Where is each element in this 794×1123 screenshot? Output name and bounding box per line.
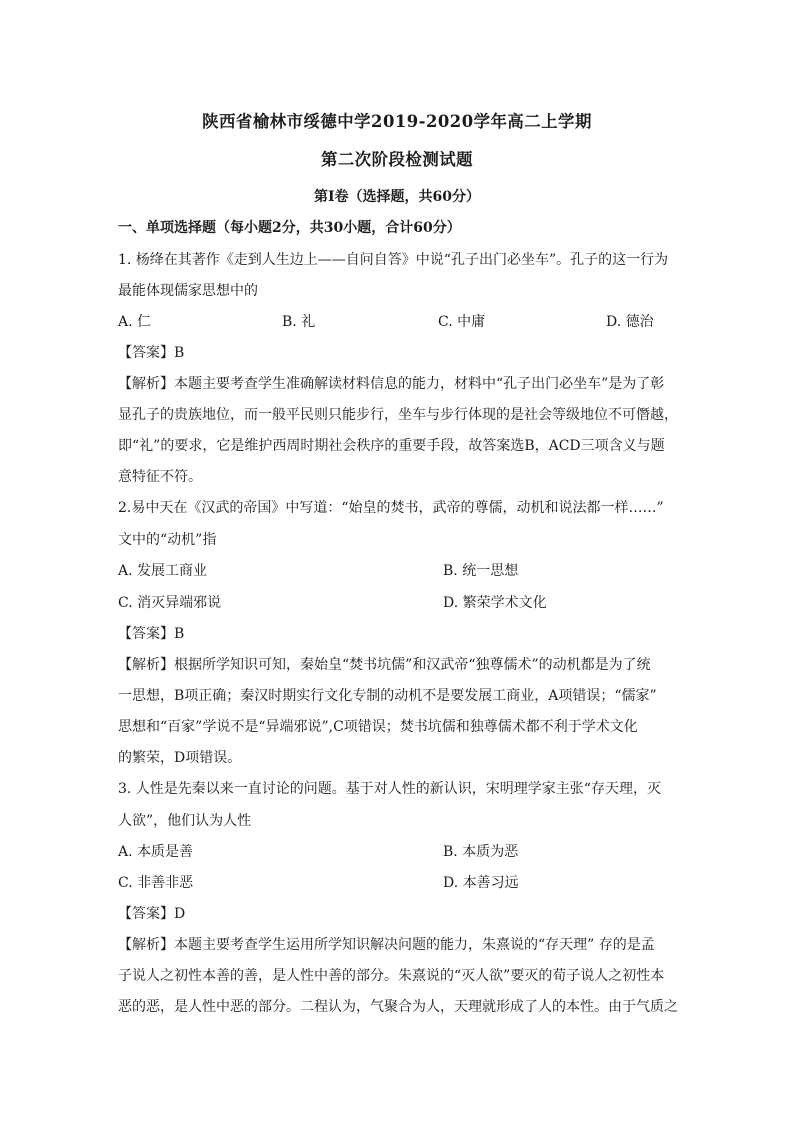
q2-option-a: A. 发展工商业 bbox=[118, 563, 208, 579]
document-title-line1: 陕西省榆林市绥德中学2019-2020学年高二上学期 bbox=[202, 112, 592, 131]
q3-option-d: D. 本善习远 bbox=[443, 875, 519, 891]
q1-option-d: D. 德治 bbox=[606, 314, 654, 330]
q2-analysis-line: 【解析】根据所学知识可知，秦始皇“焚书坑儒”和汉武帝“独尊儒术”的动机都是为了统 bbox=[118, 657, 651, 673]
q1-option-c: C. 中庸 bbox=[438, 314, 486, 330]
q2-option-d: D. 繁荣学术文化 bbox=[443, 595, 547, 611]
q3-analysis-line: 【解析】本题主要考查学生运用所学知识解决问题的能力，朱熹说的“存天理” 存的是孟 bbox=[118, 937, 655, 953]
q3-answer: 【答案】D bbox=[118, 906, 186, 922]
q3-stem-line: 人欲”，他们认为人性 bbox=[118, 813, 252, 829]
q1-option-b: B. 礼 bbox=[282, 314, 316, 330]
q2-option-b: B. 统一思想 bbox=[443, 563, 519, 579]
q2-analysis-line: 思想和“百家”学说不是“异端邪说”,C项错误；焚书坑儒和独尊儒术都不利于学术文化 bbox=[118, 719, 638, 735]
q1-stem-line: 最能体现儒家思想中的 bbox=[118, 283, 258, 299]
q2-analysis-line: 的繁荣，D项错误。 bbox=[118, 750, 242, 766]
q3-analysis-line: 子说人之初性本善的善，是人性中善的部分。朱熹说的“灭人欲”要灭的荀子说人之初性本 bbox=[118, 968, 665, 984]
q1-analysis-line: 即“礼”的要求，它是维护西周时期社会秩序的重要手段，故答案选B，ACD三项含义与题 bbox=[118, 438, 665, 454]
q2-answer: 【答案】B bbox=[118, 626, 185, 642]
q1-analysis-line: 意特征不符。 bbox=[118, 469, 202, 485]
q3-option-a: A. 本质是善 bbox=[118, 844, 194, 860]
q1-analysis-line: 【解析】本题主要考查学生准确解读材料信息的能力，材料中“孔子出门必坐车”是为了彰 bbox=[118, 376, 665, 392]
q1-stem-line: 1. 杨绛在其著作《走到人生边上——自问自答》中说“孔子出门必坐车”。孔子的这一行为 bbox=[118, 252, 669, 268]
q2-option-c: C. 消灭异端邪说 bbox=[118, 595, 222, 611]
q3-stem-line: 3. 人性是先秦以来一直讨论的问题。基于对人性的新认识，宋明理学家主张“存天理，灭 bbox=[118, 781, 661, 797]
q3-option-c: C. 非善非恶 bbox=[118, 875, 194, 891]
q2-analysis-line: 一思想，B项正确；秦汉时期实行文化专制的动机不是要发展工商业，A项错误；“儒家” bbox=[118, 688, 657, 704]
q1-analysis-line: 显孔子的贵族地位，而一般平民则只能步行，坐车与步行体现的是社会等级地位不可僭越， bbox=[118, 407, 678, 423]
q1-answer: 【答案】B bbox=[118, 345, 185, 361]
q2-stem-line: 文中的“动机”指 bbox=[118, 532, 217, 548]
q2-stem-line: 2.易中天在《汉武的帝国》中写道：“始皇的焚书，武帝的尊儒，动机和说法都一样……” bbox=[118, 500, 664, 516]
volume-heading: 第Ⅰ卷（选择题，共60分） bbox=[313, 189, 481, 205]
section-heading: 一、单项选择题（每小题2分，共30小题，合计60分） bbox=[118, 220, 461, 236]
q3-analysis-line: 恶的恶，是人性中恶的部分。二程认为，气聚合为人，天理就形成了人的本性。由于气质之 bbox=[118, 999, 678, 1015]
q3-option-b: B. 本质为恶 bbox=[443, 844, 519, 860]
q1-option-a: A. 仁 bbox=[118, 314, 152, 330]
document-title-line2: 第二次阶段检测试题 bbox=[320, 150, 473, 169]
